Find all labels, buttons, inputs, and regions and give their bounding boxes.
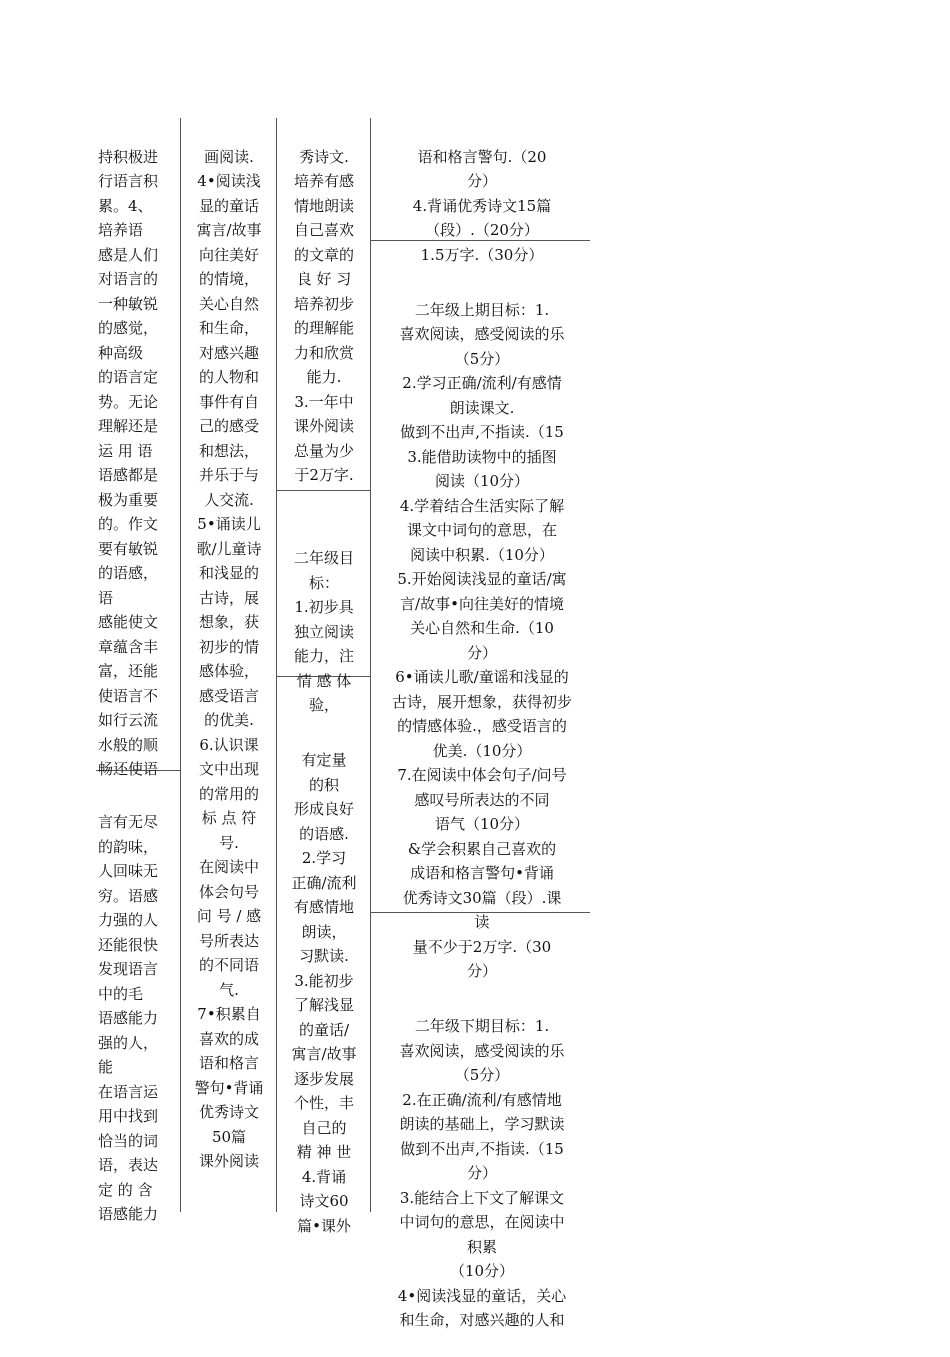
column-divider-2: [276, 118, 277, 1212]
column-2-text: 画阅读. 4•阅读浅 显的童话 寓言/故事 向往美好 的情境， 关心自然 和生命， 对感兴趣 的人物和 事件有自 己的感受 和想法， 并乐于与 人交流. 5•诵读儿 歌/儿童诗 和浅显的 古诗，展 想象，获 初步的情 感体验， 感受语言 的优美. 6.认识课 文中出现 的常用的 标 点 符 号. 在阅读中 体会句号 问 号 / 感 号所表达 的不同语 气. 7•积累自 喜欢的成 语和格言 警句•背诵 优秀诗文 50篇 课外阅读: [194, 147, 264, 1170]
column-1-bottom-text: 言有无尽 的韵味， 人回味无 穷。语感 力强的人 还能很快 发现语言 中的毛 语感能力 强的人， 能 在语言运 用中找到 恰当的词 语，表达 定 的 含 语感能力: [98, 813, 159, 1223]
column-1-top-text: 持积极进 行语言积 累。4、 培养语 感是人们 对语言的 一种敏锐 的感觉， 种高级 的语言定 势。无论 理解还是 运 用 语 语感都是 极为重要 的。作文 要有敏锐 的语感， 语 感能使文 章蕴含丰 富，还能 使语言不 如行云流 水般的顺 畅还使语: [98, 147, 159, 778]
column-4-mid-text: 二年级上期目标：1. 喜欢阅读，感受阅读的乐 （5分） 2.学习正确/流利/有感情 朗读课文. 做到不出声,不指读.（15 3.能借助读物中的插图 阅读（10分） 4.学着结合生活实际了解 课文中词句的意思，在 阅读中积累.（10分） 5.开始阅读浅显的童话/寓 言/故事•向往美好的情境 关心自然和生命.（10 分） 6•诵读儿歌/童谣和浅显的 古诗，展开想象，获得初步 的情感体验.，感受语言的 优美.（10分） 7.在阅读中体会句子/问号 感叹号所表达的不同 语气（10分） &学会积累自己喜欢的 成语和格言警句•背诵 优秀诗文30篇（段）.课 读 量不少于2万字.（30 分）: [391, 300, 572, 980]
column-3-mid-text: 二年级目 标： 1.初步具 独立阅读 能力，注 情 感 体 验，: [293, 549, 354, 714]
column-4: [376, 120, 588, 1357]
column-4-top-text: 语和格言警句.（20 分） 4.背诵优秀诗文15篇 （段）.（20分） 1.5万字.（30分）: [412, 147, 552, 264]
column-3: [283, 120, 365, 1263]
column-divider-1: [180, 118, 181, 1212]
column-3-bottom-text: 有定量 的积 形成良好 的语感. 2.学习 正确/流利 有感情地 朗读， 习默读. 3.能初步 了解浅显 的童话/ 寓言/故事 逐步发展 个性，丰 自己的 精 神 世 4.背诵 诗文60 篇•课外: [291, 751, 357, 1235]
column-2: [190, 120, 268, 1198]
column-3-top-text: 秀诗文. 培养有感 情地朗读 自己喜欢 的文章的 良 好 习 培养初步 的理解能 力和欣赏 能力. 3.一年中 课外阅读 总量为少 于2万字.: [293, 147, 354, 484]
column-1: [98, 120, 174, 1251]
column-divider-3: [370, 118, 371, 1212]
column-4-bottom-text: 二年级下期目标：1. 喜欢阅读，感受阅读的乐 （5分） 2.在正确/流利/有感情地 朗读的基础上，学习默读 做到不出声,不指读.（15 分） 3.能结合上下文了解课文 中词句的意思，在阅读中 积累 （10分） 4•阅读浅显的童话，关心 和生命，对感兴趣的人和: [397, 1017, 567, 1329]
